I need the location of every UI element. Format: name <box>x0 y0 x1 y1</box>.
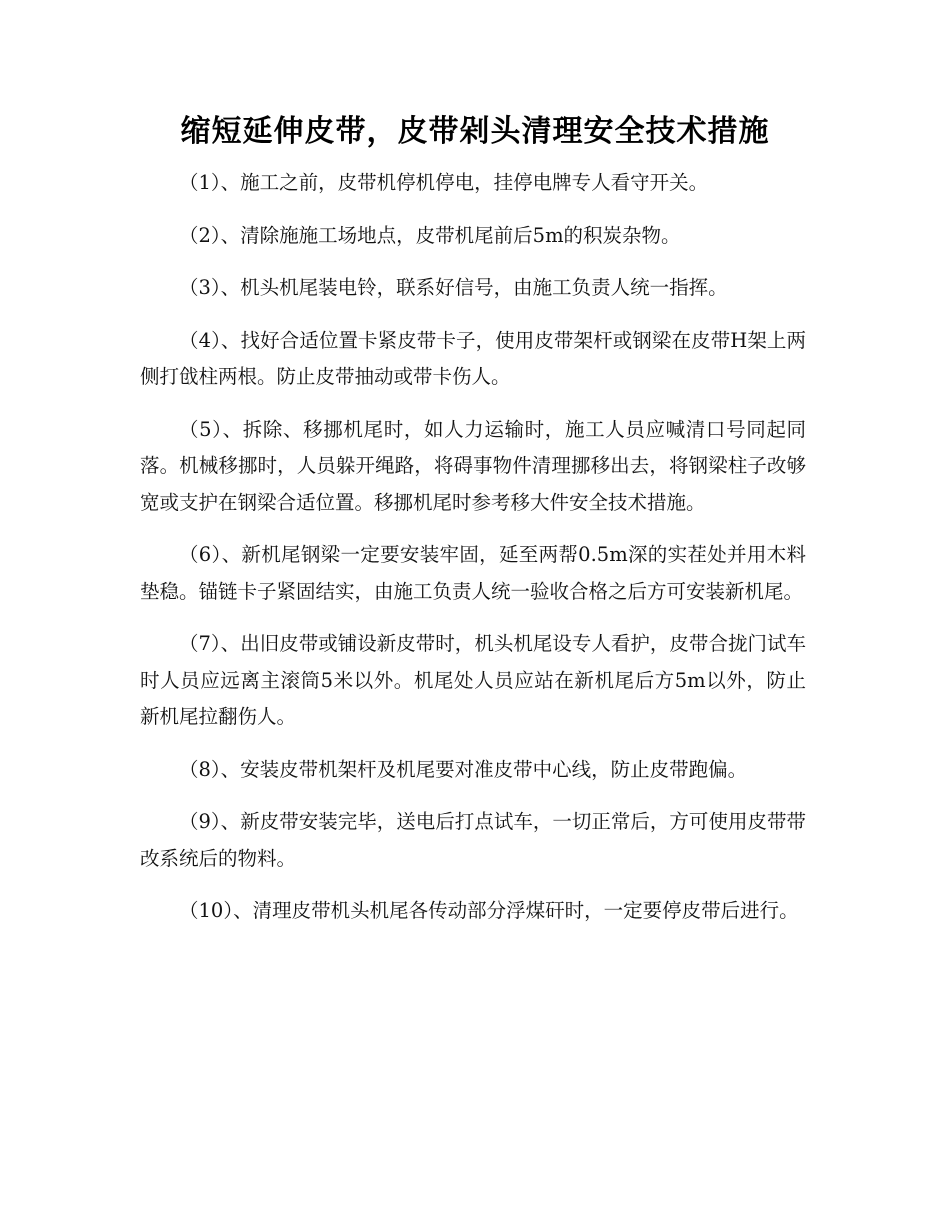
document-body <box>140 165 806 946</box>
paragraph-5: （5）、拆除、移挪机尾时，如人力运输时，施工人员应喊清口号同起同落。机械移挪时，人员躲开绳路，将碍事物件清理挪移出去，将钢梁柱子改够宽或支护在钢梁合适位置。移挪机尾时参考移大件安全技术措施。 <box>140 417 806 514</box>
paragraph-2: （2）、清除施施工场地点，皮带机尾前后5m的积炭杂物。 <box>179 223 681 247</box>
paragraph-4: （4）、找好合适位置卡紧皮带卡子，使用皮带架杆或钢梁在皮带H架上两侧打戗柱两根。防止皮带抽动或带卡伤人。 <box>140 328 806 388</box>
paragraph-1: （1）、施工之前，皮带机停机停电，挂停电牌专人看守开关。 <box>179 171 709 194</box>
paragraph-8: （8）、安装皮带机架杆及机尾要对准皮带中心线，防止皮带跑偏。 <box>179 757 748 781</box>
paragraph-3: （3）、机头机尾装电铃，联系好信号，由施工负责人统一指挥。 <box>179 276 728 299</box>
paragraph-9: （9）、新皮带安装完毕，送电后打点试车，一切正常后，方可使用皮带带改系统后的物料。 <box>140 810 806 870</box>
document-title: 缩短延伸皮带，皮带剁头清理安全技术措施 <box>180 114 770 149</box>
paragraph-7: （7）、出旧皮带或铺设新皮带时，机头机尾设专人看护，皮带合拢门试车时人员应远离主滚筒5米以外。机尾处人员应站在新机尾后方5m以外，防止新机尾拉翻伤人。 <box>140 632 806 728</box>
paragraph-10: （10）、清理皮带机头机尾各传动部分浮煤矸时，一定要停皮带后进行。 <box>179 899 799 922</box>
paragraph-6: （6）、新机尾钢梁一定要安装牢固，延至两帮0.5m深的实茬处并用木料垫稳。锚链卡子紧固结实，由施工负责人统一验收合格之后方可安装新机尾。 <box>140 543 806 603</box>
